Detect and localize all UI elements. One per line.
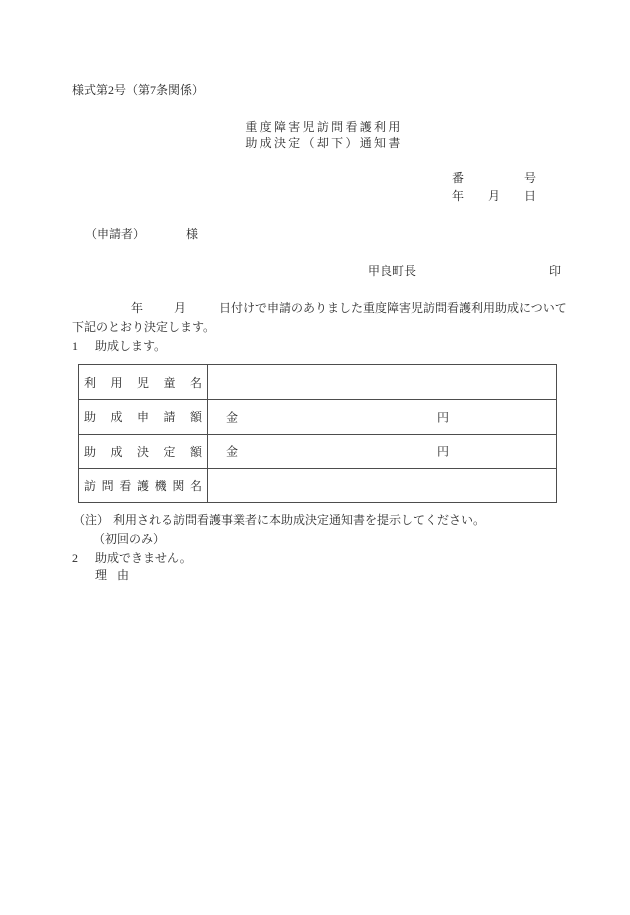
reason-label-char2: 由 — [117, 568, 130, 582]
row-label-cell — [79, 365, 208, 399]
row-label: 助成決定額 — [84, 444, 202, 459]
row-label: 利用児童名 — [84, 375, 202, 390]
date-month-label: 月 — [487, 189, 500, 203]
date-day-label: 日 — [523, 189, 536, 203]
body-line1-text: 日付けで申請のありました重度障害児訪問看護利用助成について — [219, 301, 567, 315]
row-value-cell — [208, 400, 556, 433]
row-label: 助成申請額 — [84, 410, 202, 425]
row-value-cell — [208, 469, 556, 502]
row-label-cell — [79, 400, 208, 433]
document-title-line1: 重度障害児訪問看護利用 — [245, 120, 403, 134]
row-label: 訪問看護機関名 — [84, 478, 202, 493]
row-value-cell — [208, 435, 556, 468]
form-number: 様式第2号（第7条関係） — [72, 83, 205, 97]
amount-suffix: 円 — [437, 444, 450, 459]
item1-number: 1 — [72, 339, 78, 353]
reason-label-char1: 理 — [95, 568, 108, 582]
document-title — [243, 119, 405, 151]
table-row-child-name — [79, 365, 556, 399]
body-year-label: 年 — [131, 301, 144, 315]
document-title-line2: 助成決定（却下）通知書 — [245, 136, 403, 150]
applicant-honorific: 様 — [186, 227, 199, 241]
table-row-requested-amount — [79, 399, 556, 433]
table-row-decided-amount — [79, 434, 556, 468]
note-text: 利用される訪問看護事業者に本助成決定通知書を提示してください。 — [113, 513, 486, 527]
item2-text: 助成できません。 — [95, 551, 192, 565]
reference-number-suffix: 号 — [523, 171, 536, 185]
applicant-label: （申請者） — [85, 227, 146, 241]
amount-prefix: 金 — [226, 410, 239, 425]
reference-date-line — [452, 189, 536, 203]
date-year-label: 年 — [452, 189, 465, 203]
note-label: （注） — [73, 513, 110, 527]
row-value-cell — [208, 365, 556, 399]
amount-prefix: 金 — [226, 444, 239, 459]
item1-text: 助成します。 — [95, 339, 167, 353]
body-line2-text: 下記のとおり決定します。 — [72, 320, 216, 334]
body-month-label: 月 — [174, 301, 187, 315]
reference-number-line — [452, 171, 536, 185]
note-sub-text: （初回のみ） — [93, 532, 166, 546]
amount-suffix: 円 — [437, 410, 450, 425]
reference-number-label: 番 — [452, 171, 465, 185]
row-label-cell — [79, 435, 208, 468]
row-label-cell — [79, 469, 208, 502]
item2-number: 2 — [72, 551, 78, 565]
decision-table — [78, 364, 557, 503]
table-row-nursing-agency — [79, 468, 556, 502]
issuer-seal-mark: 印 — [549, 264, 562, 278]
issuer-name: 甲良町長 — [368, 264, 417, 278]
